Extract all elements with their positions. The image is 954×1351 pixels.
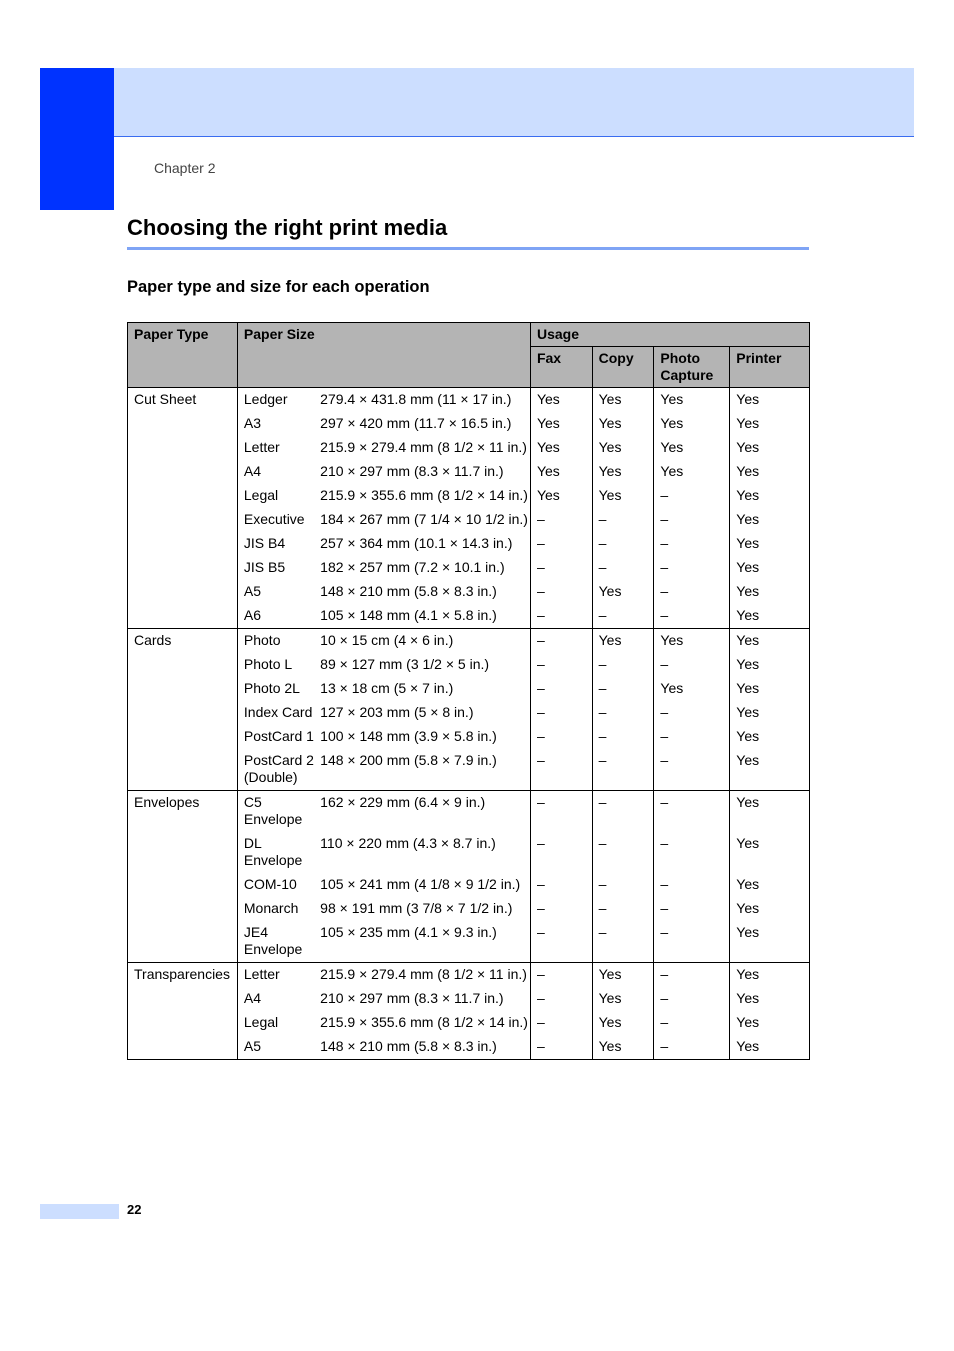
paper-type-cell: Cut Sheet [128,388,238,413]
printer-cell: Yes [730,629,810,654]
fax-cell: – [530,791,592,833]
table-row [128,604,810,629]
photo-capture-cell: – [654,921,730,963]
copy-cell: Yes [592,580,654,604]
photo-capture-cell: – [654,1011,730,1035]
paper-size-cell: 215.9 × 279.4 mm (8 1/2 × 11 in.) [320,439,527,455]
printer-cell: Yes [730,1035,810,1060]
paper-name-cell: DL Envelope [243,835,303,868]
paper-name-cell: JIS B5 [243,559,286,575]
printer-cell: Yes [730,532,810,556]
paper-size-cell: 162 × 229 mm (6.4 × 9 in.) [320,791,530,833]
printer-cell: Yes [730,653,810,677]
printer-cell: Yes [730,725,810,749]
paper-type-cell [128,749,238,791]
fax-cell: – [530,653,592,677]
photo-capture-cell: – [654,484,730,508]
fax-cell: – [530,921,592,963]
paper-type-cell [128,987,238,1011]
paper-name-cell: PostCard 1 [243,728,314,744]
table-row [128,388,810,413]
fax-cell: – [530,604,592,629]
table-row [128,629,810,654]
paper-type-cell [128,532,238,556]
table-row [128,701,810,725]
paper-name-cell: Legal [243,487,279,503]
paper-name-cell: Letter [243,439,280,455]
copy-cell: Yes [592,484,654,508]
paper-name-cell: JIS B4 [243,535,286,551]
copy-cell: – [592,556,654,580]
copy-cell: – [592,701,654,725]
paper-type-cell [128,508,238,532]
photo-capture-cell: – [654,987,730,1011]
paper-size-cell: 297 × 420 mm (11.7 × 16.5 in.) [320,415,512,431]
paper-name-cell: Index Card [243,704,313,720]
page-number: 22 [127,1202,142,1217]
fax-cell: – [530,832,592,873]
photo-capture-cell: Yes [654,677,730,701]
printer-cell: Yes [730,580,810,604]
printer-cell: Yes [730,749,810,791]
printer-cell: Yes [730,1011,810,1035]
copy-cell: – [592,791,654,833]
paper-size-cell: 127 × 203 mm (5 × 8 in.) [320,704,474,720]
printer-cell: Yes [730,791,810,833]
photo-capture-cell: – [654,532,730,556]
paper-size-cell: 105 × 235 mm (4.1 × 9.3 in.) [320,924,497,940]
paper-size-cell: 148 × 210 mm (5.8 × 8.3 in.) [320,1035,530,1060]
paper-type-cell [128,873,238,897]
copy-cell: – [592,508,654,532]
table-row [128,508,810,532]
table-row [128,532,810,556]
chapter-label: Chapter 2 [154,160,216,176]
printer-cell: Yes [730,701,810,725]
table-row [128,1035,810,1060]
fax-cell: – [530,532,592,556]
table-row [128,1011,810,1035]
photo-capture-cell: – [654,897,730,921]
paper-size-cell: 10 × 15 cm (4 × 6 in.) [320,629,530,654]
subsection-title: Paper type and size for each operation [127,278,430,296]
paper-type-cell [128,484,238,508]
copy-cell: – [592,897,654,921]
fax-cell: – [530,749,592,791]
paper-type-cell [128,1035,238,1060]
photo-capture-cell: – [654,1035,730,1060]
printer-cell: Yes [730,873,810,897]
paper-size-cell: 98 × 191 mm (3 7/8 × 7 1/2 in.) [320,900,513,916]
copy-cell: Yes [592,388,654,413]
table-row [128,436,810,460]
printer-cell: Yes [730,436,810,460]
fax-cell: – [530,508,592,532]
copy-cell: Yes [592,987,654,1011]
paper-type-size-table [127,322,810,1060]
fax-cell: – [530,963,592,988]
printer-cell: Yes [730,556,810,580]
table-row [128,791,810,833]
table-row [128,832,810,873]
printer-cell: Yes [730,832,810,873]
paper-name-cell: A3 [243,415,262,431]
table-row [128,677,810,701]
fax-cell: – [530,1011,592,1035]
paper-name-cell: C5 Envelope [237,791,320,833]
paper-size-cell: 105 × 148 mm (4.1 × 5.8 in.) [320,607,497,623]
paper-name-cell: Photo [237,629,320,654]
fax-cell: – [530,873,592,897]
table-row [128,987,810,1011]
fax-cell: – [530,629,592,654]
footer-bar [40,1204,119,1219]
printer-cell: Yes [730,508,810,532]
table-row [128,460,810,484]
table-row [128,412,810,436]
fax-cell: – [530,725,592,749]
paper-type-cell [128,725,238,749]
photo-capture-cell: – [654,832,730,873]
paper-type-cell: Envelopes [128,791,238,833]
table-row [128,653,810,677]
copy-cell: Yes [592,1011,654,1035]
printer-cell: Yes [730,388,810,413]
photo-capture-cell: – [654,604,730,629]
photo-capture-cell: – [654,508,730,532]
printer-cell: Yes [730,412,810,436]
paper-size-cell: 184 × 267 mm (7 1/4 × 10 1/2 in.) [320,511,528,527]
paper-name-cell: A6 [243,607,262,623]
paper-size-cell: 13 × 18 cm (5 × 7 in.) [320,680,454,696]
chapter-tab-marker [40,68,114,210]
paper-type-cell [128,580,238,604]
paper-name-cell: Photo 2L [243,680,300,696]
copy-cell: – [592,725,654,749]
paper-size-cell: 105 × 241 mm (4 1/8 × 9 1/2 in.) [320,876,521,892]
paper-type-cell [128,556,238,580]
paper-type-cell [128,921,238,963]
photo-capture-cell: – [654,791,730,833]
photo-capture-cell: – [654,725,730,749]
fax-cell: Yes [530,460,592,484]
header-paper-type: Paper Type [128,323,238,388]
table-row [128,963,810,988]
printer-cell: Yes [730,921,810,963]
paper-size-cell: 210 × 297 mm (8.3 × 11.7 in.) [320,463,504,479]
table-row [128,873,810,897]
header-printer: Printer [730,347,810,388]
table-header [128,323,810,388]
fax-cell: – [530,580,592,604]
paper-name-cell: Executive [243,511,305,527]
table-row [128,749,810,791]
paper-size-cell: 148 × 210 mm (5.8 × 8.3 in.) [320,583,497,599]
copy-cell: – [592,921,654,963]
copy-cell: Yes [592,1035,654,1060]
paper-size-cell: 182 × 257 mm (7.2 × 10.1 in.) [320,559,505,575]
paper-type-cell [128,436,238,460]
photo-capture-cell: Yes [654,460,730,484]
paper-name-cell: Legal [243,1014,279,1030]
copy-cell: – [592,677,654,701]
header-copy: Copy [592,347,654,388]
table-body [128,388,810,1060]
copy-cell: Yes [592,460,654,484]
fax-cell: Yes [530,484,592,508]
printer-cell: Yes [730,604,810,629]
fax-cell: Yes [530,388,592,413]
header-band [114,68,914,137]
paper-name-cell: A5 [243,583,262,599]
printer-cell: Yes [730,677,810,701]
paper-size-cell: 110 × 220 mm (4.3 × 8.7 in.) [320,835,496,851]
table-row [128,580,810,604]
copy-cell: – [592,532,654,556]
paper-name-cell: Letter [237,963,320,988]
photo-capture-cell: Yes [654,629,730,654]
table-row [128,725,810,749]
paper-type-cell [128,460,238,484]
photo-capture-cell: – [654,749,730,791]
copy-cell: Yes [592,963,654,988]
photo-capture-cell: – [654,963,730,988]
paper-name-cell: Photo L [243,656,293,672]
photo-capture-cell: – [654,653,730,677]
copy-cell: Yes [592,629,654,654]
header-paper-size: Paper Size [237,323,530,388]
printer-cell: Yes [730,460,810,484]
paper-size-cell: 215.9 × 355.6 mm (8 1/2 × 14 in.) [320,487,528,503]
header-usage: Usage [530,323,809,347]
photo-capture-cell: Yes [654,436,730,460]
photo-capture-cell: – [654,556,730,580]
paper-name-cell: A4 [243,990,262,1006]
paper-type-cell [128,1011,238,1035]
photo-capture-cell: Yes [654,412,730,436]
photo-capture-cell: Yes [654,388,730,413]
paper-size-cell: 257 × 364 mm (10.1 × 14.3 in.) [320,535,513,551]
printer-cell: Yes [730,963,810,988]
fax-cell: – [530,1035,592,1060]
table-row [128,897,810,921]
header-photo-capture: Photo Capture [654,347,730,388]
table-row [128,484,810,508]
photo-capture-cell: – [654,873,730,897]
copy-cell: – [592,653,654,677]
paper-name-cell: JE4 Envelope [243,924,303,957]
paper-name-cell: PostCard 2 (Double) [243,752,314,785]
copy-cell: Yes [592,436,654,460]
paper-type-cell [128,832,238,873]
fax-cell: – [530,556,592,580]
paper-size-cell: 148 × 200 mm (5.8 × 7.9 in.) [320,752,497,768]
table-row [128,921,810,963]
paper-name-cell: A4 [243,463,262,479]
fax-cell: – [530,987,592,1011]
header-fax: Fax [530,347,592,388]
paper-type-cell [128,897,238,921]
paper-size-cell: 215.9 × 279.4 mm (8 1/2 × 11 in.) [320,963,530,988]
copy-cell: – [592,749,654,791]
paper-size-cell: 100 × 148 mm (3.9 × 5.8 in.) [320,728,497,744]
paper-name-cell: Ledger [237,388,320,413]
photo-capture-cell: – [654,580,730,604]
paper-size-cell: 210 × 297 mm (8.3 × 11.7 in.) [320,990,504,1006]
paper-type-cell [128,653,238,677]
paper-size-cell: 215.9 × 355.6 mm (8 1/2 × 14 in.) [320,1014,528,1030]
printer-cell: Yes [730,484,810,508]
fax-cell: – [530,701,592,725]
copy-cell: Yes [592,412,654,436]
paper-type-cell [128,701,238,725]
paper-name-cell: Monarch [243,900,299,916]
copy-cell: – [592,873,654,897]
fax-cell: – [530,897,592,921]
copy-cell: – [592,832,654,873]
copy-cell: – [592,604,654,629]
printer-cell: Yes [730,987,810,1011]
paper-name-cell: A5 [237,1035,320,1060]
paper-name-cell: COM-10 [243,876,297,892]
fax-cell: Yes [530,412,592,436]
photo-capture-cell: – [654,701,730,725]
paper-type-cell: Cards [128,629,238,654]
title-underline [127,247,809,250]
table-row [128,556,810,580]
fax-cell: Yes [530,436,592,460]
section-title: Choosing the right print media [127,215,448,240]
paper-size-cell: 89 × 127 mm (3 1/2 × 5 in.) [320,656,490,672]
paper-size-cell: 279.4 × 431.8 mm (11 × 17 in.) [320,388,530,413]
printer-cell: Yes [730,897,810,921]
fax-cell: – [530,677,592,701]
paper-type-cell: Transparencies [128,963,238,988]
paper-type-cell [128,677,238,701]
paper-type-cell [128,412,238,436]
paper-type-cell [128,604,238,629]
